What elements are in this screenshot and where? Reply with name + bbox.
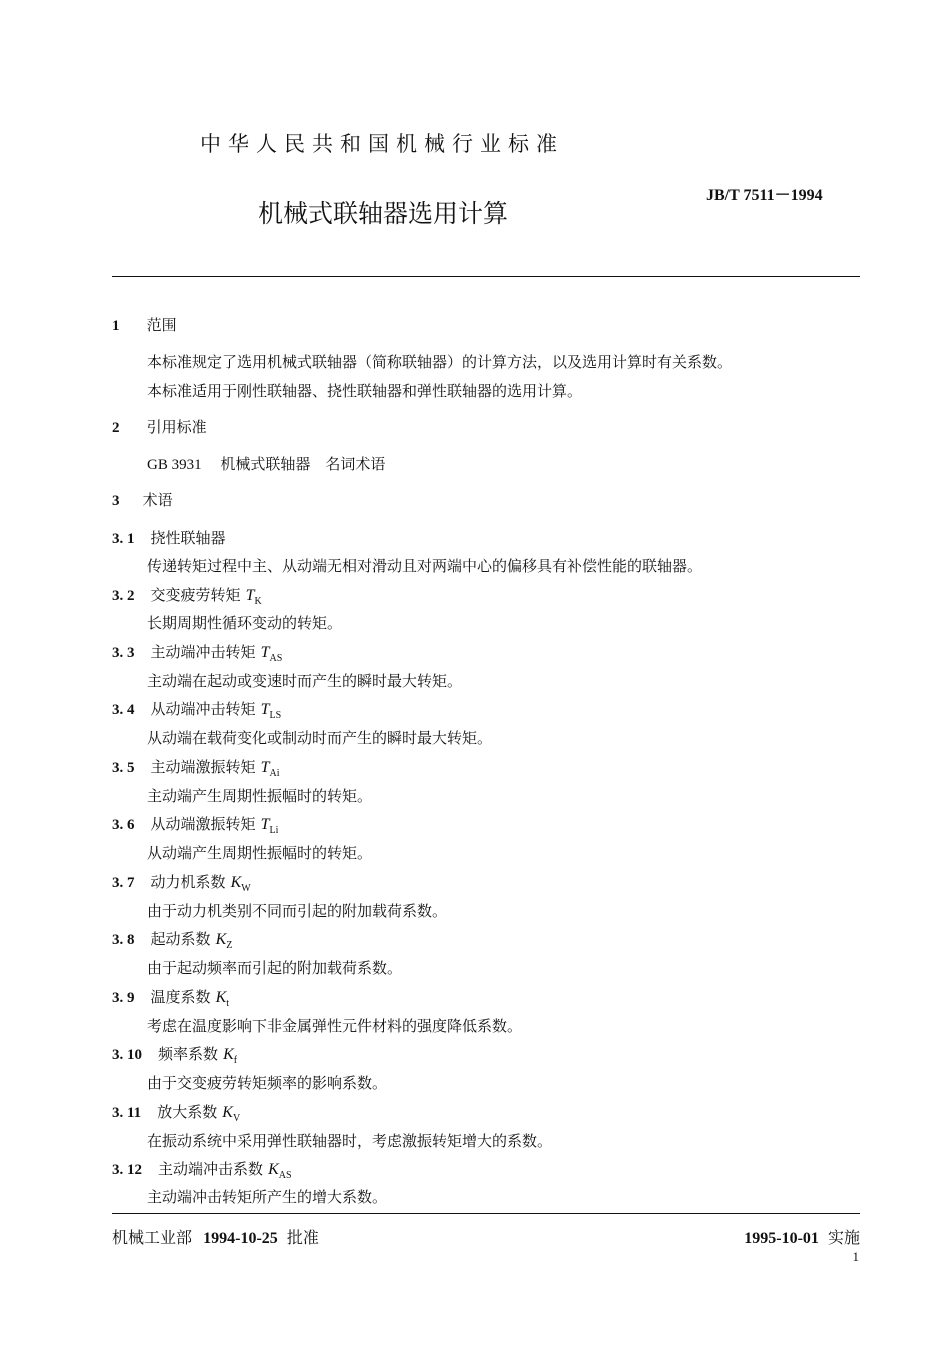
- approval-label: 批准: [286, 1228, 319, 1247]
- term-symbol: [222, 1104, 241, 1125]
- symbol-letter: K: [230, 874, 242, 891]
- term-heading: [112, 527, 226, 548]
- term-definition: 由于交变疲劳转矩频率的影响系数。: [147, 1074, 388, 1092]
- section-1-paragraph: 本标准适用于刚性联轴器、挠性联轴器和弹性联轴器的选用计算。: [147, 382, 583, 400]
- symbol-letter: K: [222, 1104, 233, 1121]
- term-heading: [112, 584, 262, 607]
- section-2-heading: [112, 416, 207, 437]
- term-heading: [112, 1158, 292, 1181]
- effective-label: 实施: [827, 1228, 860, 1247]
- symbol-letter: T: [260, 644, 270, 661]
- symbol-subscript: AS: [278, 1170, 292, 1182]
- symbol-subscript: Li: [269, 825, 279, 837]
- standard-number: JB/T 7511－1994: [706, 187, 823, 204]
- symbol-subscript: AS: [269, 653, 283, 665]
- term-symbol: [245, 587, 262, 608]
- symbol-subscript: K: [254, 596, 262, 608]
- approval-line: [112, 1225, 319, 1248]
- term-title: 从动端激振转矩: [150, 815, 256, 833]
- term-title: 主动端冲击系数: [158, 1160, 264, 1178]
- term-definition: 从动端在载荷变化或制动时而产生的瞬时最大转矩。: [147, 729, 493, 747]
- symbol-letter: T: [260, 701, 270, 718]
- term-number: 3. 5: [112, 760, 135, 776]
- term-title: 主动端激振转矩: [150, 758, 256, 776]
- approval-date: 1994-10-25: [203, 1230, 278, 1247]
- reference-code: GB 3931: [147, 457, 202, 473]
- term-number: 3. 4: [112, 702, 135, 718]
- term-definition: 由于动力机类别不同而引起的附加载荷系数。: [147, 902, 448, 920]
- symbol-subscript: Ai: [269, 768, 280, 780]
- term-definition: 主动端冲击转矩所产生的增大系数。: [147, 1188, 388, 1206]
- term-symbol: [260, 759, 280, 780]
- symbol-letter: K: [223, 1046, 234, 1063]
- document-title: 机械式联轴器选用计算: [258, 199, 509, 228]
- term-number: 3. 9: [112, 990, 135, 1006]
- symbol-subscript: t: [226, 998, 230, 1010]
- term-definition: 传递转矩过程中主、从动端无相对滑动且对两端中心的偏移具有补偿性能的联轴器。: [147, 557, 703, 575]
- term-number: 3. 11: [112, 1105, 142, 1121]
- reference-standard: [147, 453, 385, 474]
- section-title: 引用标准: [146, 418, 207, 436]
- term-symbol: [223, 1046, 238, 1067]
- term-title: 放大系数: [157, 1103, 218, 1121]
- section-number: 2: [112, 420, 120, 436]
- section-1-heading: [112, 314, 177, 335]
- term-heading: [112, 756, 280, 779]
- header-divider: [112, 276, 860, 277]
- symbol-subscript: V: [232, 1113, 241, 1125]
- section-number: 3: [112, 493, 120, 509]
- term-number: 3. 6: [112, 817, 135, 833]
- term-symbol: [215, 931, 233, 952]
- term-heading: [112, 641, 282, 664]
- term-symbol: [260, 701, 282, 722]
- term-definition: 在振动系统中采用弹性联轴器时，考虑激振转矩增大的系数。: [147, 1132, 553, 1150]
- ministry-header: 中华人民共和国机械行业标准: [200, 132, 564, 156]
- term-definition: 主动端产生周期性振幅时的转矩。: [147, 787, 373, 805]
- term-number: 3. 12: [112, 1162, 142, 1178]
- symbol-letter: T: [245, 587, 255, 604]
- term-number: 3. 8: [112, 932, 135, 948]
- term-number: 3. 3: [112, 645, 135, 661]
- reference-title: 机械式联轴器 名词术语: [220, 455, 386, 473]
- term-definition: 长期周期性循环变动的转矩。: [147, 614, 343, 632]
- term-symbol: [260, 644, 283, 665]
- term-title: 交变疲劳转矩: [150, 586, 241, 604]
- term-symbol: [230, 874, 251, 895]
- symbol-letter: T: [260, 759, 270, 776]
- symbol-subscript: f: [233, 1055, 238, 1067]
- section-1-paragraph: 本标准规定了选用机械式联轴器（简称联轴器）的计算方法，以及选用计算时有关系数。: [147, 353, 733, 371]
- term-heading: [112, 928, 232, 951]
- page-number: 1: [852, 1249, 859, 1264]
- term-symbol: [260, 816, 279, 837]
- term-heading: [112, 1043, 237, 1066]
- symbol-subscript: W: [241, 883, 251, 895]
- term-heading: [112, 813, 278, 836]
- term-title: 从动端冲击转矩: [150, 700, 256, 718]
- effective-date: 1995-10-01: [744, 1230, 819, 1247]
- symbol-letter: K: [268, 1161, 279, 1178]
- term-title: 温度系数: [150, 988, 211, 1006]
- term-number: 3. 10: [112, 1047, 142, 1063]
- term-heading: [112, 986, 229, 1009]
- term-title: 频率系数: [158, 1045, 219, 1063]
- term-title: 动力机系数: [150, 873, 226, 891]
- symbol-letter: K: [215, 931, 227, 948]
- issuer: 机械工业部: [112, 1228, 193, 1247]
- symbol-letter: T: [260, 816, 270, 833]
- section-title: 范围: [146, 316, 177, 334]
- term-definition: 从动端产生周期性振幅时的转矩。: [147, 844, 373, 862]
- term-heading: [112, 1101, 240, 1124]
- term-definition: 主动端在起动或变速时而产生的瞬时最大转矩。: [147, 672, 463, 690]
- term-number: 3. 7: [112, 875, 135, 891]
- section-number: 1: [112, 318, 120, 334]
- term-definition: 由于起动频率而引起的附加载荷系数。: [147, 959, 403, 977]
- term-symbol: [268, 1161, 292, 1182]
- section-title: 术语: [142, 491, 173, 509]
- term-title: 挠性联轴器: [150, 529, 226, 547]
- term-number: 3. 1: [112, 531, 135, 547]
- term-definition: 考虑在温度影响下非金属弹性元件材料的强度降低系数。: [147, 1017, 523, 1035]
- effective-line: [744, 1225, 860, 1248]
- symbol-letter: K: [215, 989, 227, 1006]
- symbol-subscript: LS: [269, 710, 282, 722]
- term-heading: [112, 871, 251, 894]
- section-3-heading: [112, 489, 173, 510]
- term-heading: [112, 698, 281, 721]
- term-symbol: [215, 989, 230, 1010]
- term-title: 起动系数: [150, 930, 211, 948]
- term-title: 主动端冲击转矩: [150, 643, 256, 661]
- symbol-subscript: Z: [226, 940, 233, 952]
- term-number: 3. 2: [112, 588, 135, 604]
- footer-divider: [112, 1213, 860, 1214]
